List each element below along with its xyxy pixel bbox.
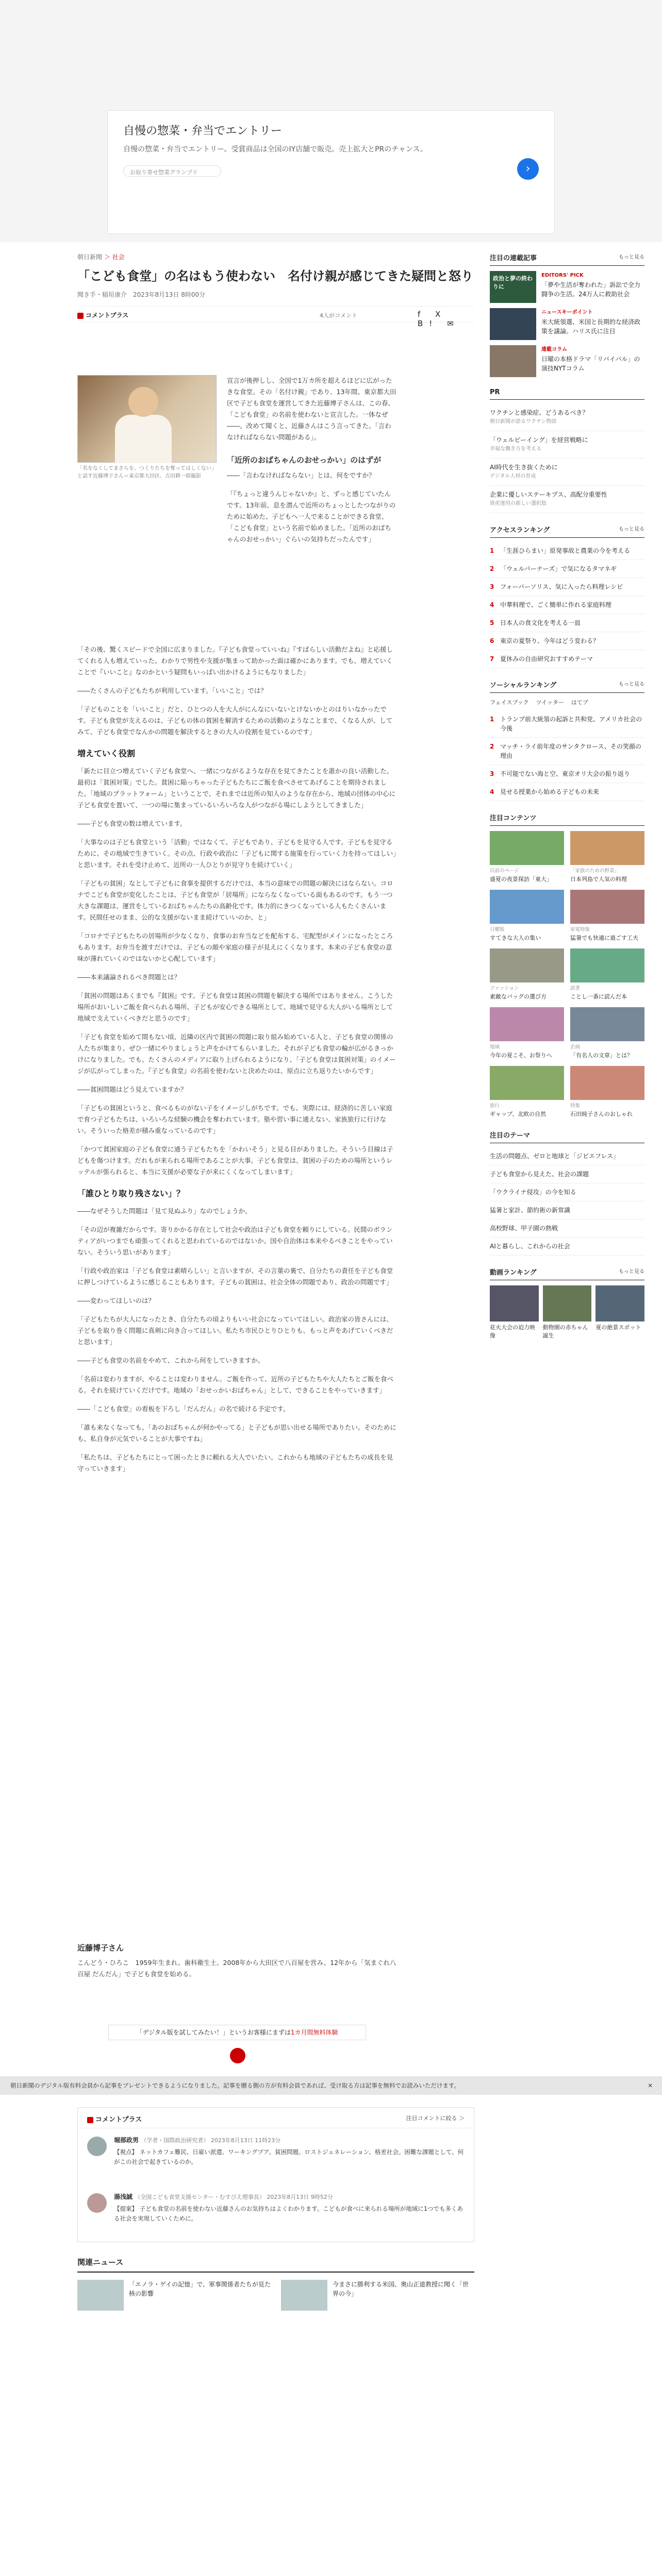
- photo-person-face: [128, 387, 158, 417]
- content-card[interactable]: 以前のページ 盛夏の夜景探訪「東大」: [490, 831, 564, 884]
- commenter-name[interactable]: 湯浅誠: [114, 2193, 133, 2200]
- article-photo: [77, 375, 217, 463]
- lead-text: 宣言が後押しし、全国で1万カ所を超えるほどに広がったきな食堂。その「名付け親」であり、13年間、東京都大田区で子ども食堂を運営してきた近藤博子さんは、この春、「こども食堂」の名前を使わないと宣言した。一体なぜ――。改めて聞くと、近藤さんはこう言ってきた。「言わなければならない問題がある」。: [227, 377, 396, 441]
- paragraph: 「子どもの貧困というと、食べるものがない子をイメージしがちです。でも、実際には、経済的に苦しい家庭で育つ子どもたちは、いろいろな経験の機会を奪われています。塾や習い事に通えない、家族旅行に行けない。そういった格差が積み重なっているのです」: [77, 1104, 393, 1134]
- subhead: 「誰ひとり取り残さない」？: [77, 1189, 185, 1198]
- content-card[interactable]: 企画 「有名人の文章」とは？: [570, 1007, 644, 1060]
- featured-badge: EDITORS' PICK: [541, 273, 584, 278]
- theme-item[interactable]: 高校野球、甲子園の熱戦: [490, 1219, 644, 1238]
- article-lead: [227, 375, 397, 545]
- question: ――子ども食堂の数は増えています。: [77, 820, 187, 827]
- ranking-item[interactable]: 4 見せる授業から始める子どもの未来: [490, 783, 644, 801]
- related-thumb[interactable]: [77, 2280, 124, 2311]
- related-thumb[interactable]: [281, 2280, 327, 2311]
- theme-item[interactable]: 生活の問題点、ゼロと地球と「ジビエフレス」: [490, 1147, 644, 1165]
- breadcrumb: [77, 252, 474, 261]
- theme-item[interactable]: 「ウクライナ侵攻」の今を知る: [490, 1183, 644, 1201]
- theme-block: [490, 1130, 644, 1256]
- paragraph: 「大事なのは子ども食堂という「活動」ではなくて、子どもであり、子どもを見守る人です。子どもを見守るために、その地域で生きていく。その点、行政や政治に「子どもに関する施策を行っていく力を持ってほしい」と思います。それを受け止めて、近所の一人ひとりが見守りを続けていく」: [77, 838, 396, 869]
- video-item[interactable]: 夏の絶景スポット: [595, 1285, 644, 1340]
- video-item[interactable]: 花火大会の迫力映像: [490, 1285, 539, 1340]
- paragraph: 「コロナで子どもたちの居場所が少なくなり、食事のお弁当などを配布する、宅配型がメインになったところもあります。お弁当を渡すだけでは、子どもの顔や家庭の様子が見えにくくなります。本来の子ども食堂の意味が薄れていくのではないかと心配しています」: [77, 932, 393, 962]
- comment-plus-header: コメントプラス 注目コメントに絞る ＞: [78, 2108, 474, 2128]
- arrow-right-icon[interactable]: ›: [517, 158, 539, 180]
- paragraph: 「行政や政治家は「子ども食堂は素晴らしい」と言いますが、その言葉の裏で、自分たちの責任を子ども食堂に押しつけているように感じることもあります。子どもの貧困は、社会全体の問題であり、政治の問題です」: [77, 1267, 393, 1286]
- ranking-item[interactable]: 6 東京の夏祭り、今年はどう変わる？: [490, 632, 644, 650]
- paragraph: 「その辺が複雑だからです。寄りかかる存在として社会や政治は子ども食堂を頼りにしている。民間のボランティアがいつまでも頑張ってくれると思われているのではないか。国や自治体は本来やるべきことをやっていない。そういう思いがあります」: [77, 1226, 393, 1256]
- content-card[interactable]: 旅行 ギャップ、北欧の自然: [490, 1066, 564, 1118]
- comment-filter-link[interactable]: 注目コメントに絞る ＞: [406, 2115, 465, 2122]
- pr-item[interactable]: 「ウェルビーイング」を経営戦略に 幸福な働き方を考える: [490, 431, 644, 459]
- paragraph: 「その後、驚くスピードで全国に広まりました。『子ども食堂っていいね』『すばらしい活動だよね』と応援してくれる人も増えていった。わかりで男性や支援が集まって助かった面は確かにあります。でも、増えていくことで『いいこと』なのかという疑問もいっぱい出かけるようにもなりました」: [77, 646, 393, 676]
- paragraph: 「新たに目立つ増えていく子ども食堂へ、一緒につながるような存在を見てきたことを誰かの良い活動した。最初は「貧困対策」でした。貧困に陥っちゃった子どもたちにご飯を食べさせてあげることを期待されました。「地域のプラットフォーム」ということで、それまでは近所の知人のような存在から、地域の団体の中心に子ども食堂を置いて、一つの場に集まっているいろいろな人がつながる場にしようとしてきました」: [77, 767, 396, 809]
- content-block: [490, 812, 644, 1118]
- mascot-icon: [230, 2048, 245, 2063]
- comment-plus-link[interactable]: コメントプラス: [77, 311, 128, 319]
- pr-block: [490, 388, 644, 513]
- featured-thumb[interactable]: [490, 308, 536, 340]
- pr-item[interactable]: ワクチンと感染症、どうあるべき？ 朝日新聞が語るワクチン物語: [490, 404, 644, 431]
- paragraph: 「子どものことを「いいこと」だと、ひとつの人を大人がにんなにいないとけないかとのはりいなかったです。子ども食堂が支えるのは、子どもの体の貧困を解消するための活動のようなことまで、くなる人が、してみて、子ども食堂でなんかの問題を解決するときの大人の役割を見ているのです」: [77, 705, 393, 736]
- ranking-item[interactable]: 2 マッチ・ライ前年度のサンタクロース、その笑顔の理由: [490, 738, 644, 765]
- commenter-name[interactable]: 堀部政男: [114, 2137, 139, 2144]
- commenter-role: （全国こども食堂支援センター・むすびえ理事長） 2023年8月13日 9時52分: [135, 2194, 333, 2200]
- article-toolbar: [77, 306, 474, 328]
- related-heading: 関連ニュース: [77, 2257, 474, 2273]
- notice-text: 朝日新聞のデジタル版有料会員から記事をプレゼントできるようになりました。記事を贈る側の方が有料会員であれば、受け取る方は記事を無料でお読みいただけます。: [10, 2082, 460, 2089]
- comment-text: 【提案】 子ども食堂の名前を使わない近藤さんのお気持ちはよくわかります。こどもが食べに来られる場所が地域に1つでも多くある社会を実現していくために。: [114, 2205, 464, 2222]
- commenter-role: （学者・国際政治研究者） 2023年8月13日 11時23分: [141, 2137, 281, 2144]
- pr-heading: PR: [490, 388, 644, 400]
- question: ――変わってほしいのは？: [77, 1297, 155, 1304]
- byline: 聞き手・稲垣康介 2023年8月13日 8時00分: [77, 291, 206, 298]
- related-item[interactable]: 今まさに勝利する米国、奥山正道教授に聞く「世界の今」: [281, 2280, 474, 2311]
- comment-icon: [77, 313, 84, 319]
- content-card[interactable]: ファッション 素敵なバッグの選び方: [490, 948, 564, 1001]
- featured-item[interactable]: ニュースキーポイント 米大統領選、米国と長期的な経済政策を議論。ハリス氏に注目: [490, 308, 644, 340]
- paragraph: 「子どもたちが大人になったとき、自分たちの頃よりもいい社会になっていてほしい。政治家の皆さんには、子どもを取り巻く問題に真剣に向き合ってほしい。私たち市民ひとりひとりも、もっと声をあげていくべきだと思います」: [77, 1315, 393, 1346]
- featured-title[interactable]: 「夢や生活が奪われた」訴訟で全力闘争の生活。24万人に救助社会: [541, 281, 641, 298]
- comment-item: [78, 2185, 474, 2242]
- ranking-item[interactable]: 3 フォーバーソリス、気に入ったら料理レシピ: [490, 578, 644, 596]
- comment-item: [78, 2128, 474, 2185]
- content-card[interactable]: 日曜版 すてきな大人の集い: [490, 890, 564, 942]
- tab-twitter[interactable]: ツイッター: [536, 699, 564, 706]
- theme-heading: 注目のテーマ: [490, 1130, 644, 1143]
- comment-count[interactable]: 4人がコメント: [320, 312, 357, 319]
- breadcrumb-home[interactable]: 朝日新聞: [77, 253, 103, 261]
- subhead: 増えていく役割: [77, 749, 136, 758]
- paragraph: 「貧困の問題はあくまでも『貧困』です。子ども食堂は貧困の問題を解決する場所ではありません。こうした場所がおいしいご飯を食べられる場所、子どもが安心できる場所として、地域で見守る大人がいる場所として地域で支えていくべきだと思うのです」: [77, 992, 393, 1022]
- avatar[interactable]: [87, 2137, 107, 2156]
- sidebar-heading: 注目の連載記事 もっと見る: [490, 252, 644, 266]
- question: ――なぜそうした問題は「見て見ぬふり」なのでしょうか。: [77, 1207, 252, 1215]
- question: ――貧困問題はどう見えていますか？: [77, 1086, 187, 1093]
- related-news: [77, 2257, 474, 2311]
- paragraph: 「誰も来なくなっても、「あのおばちゃんが何かやってる」と子どもが思い出せる場所でありたい。そのためにも、私自身が元気でいることが大事ですね」: [77, 1423, 396, 1443]
- paragraph: 「かつて貧困家庭の子ども食堂に通う子どもたちを「かわいそう」と見る目がありました。そういう目線は子どもを傷つけます。だれもが来られる場所であることが大事。子ども食堂は、貧困の子のための場所というレッテルが張られると、本当に支援が必要な子が来にくくなってしまいます」: [77, 1145, 393, 1176]
- ranking-item[interactable]: 1 トランプ前大統領の起訴と共和党、アメリカ社会の今後: [490, 710, 644, 738]
- profile-text: こんどう・ひろこ 1959年生まれ。歯科衛生士。2008年から大田区で八百屋を営み、12年から「気まぐれ八百屋 だんだん」で子ども食堂を始める。: [77, 1959, 396, 1978]
- profile-box: [77, 1942, 397, 1980]
- trial-promo[interactable]: 「デジタル版を試してみたい！」というお客様にまずは1カ月間無料体験: [108, 2025, 366, 2040]
- featured-item[interactable]: 連載コラム 日曜の本格ドラマ「リバイバル」の演技NYTコラム: [490, 345, 644, 377]
- notice-bar: [0, 2076, 662, 2095]
- ad-url[interactable]: お取り寄せ惣菜グランプリ: [123, 165, 221, 177]
- ad-title[interactable]: 自慢の惣菜・弁当でエントリー: [123, 125, 283, 138]
- more-link[interactable]: もっと見る: [619, 255, 644, 260]
- related-item[interactable]: 「エノラ・ゲイの記憶」で、軍事関係者たちが見た核の影響: [77, 2280, 271, 2311]
- access-heading: アクセスランキング もっと見る: [490, 524, 644, 538]
- content-card[interactable]: 「家族のための野菜」 日本列島で人気の料理: [570, 831, 644, 884]
- comment-icon: [87, 2117, 93, 2123]
- breadcrumb-section[interactable]: ＞ 社会: [104, 253, 125, 261]
- profile-heading: 近藤博子さん: [77, 1943, 124, 1953]
- paragraph: 「子どもの貧困」なとして子どもに食事を提供するだけでは、本当の意味での問題の解決にはならない。コロナでこども食堂が変化したことは、子ども食堂が「居場所」にならなくなっている面もあるのです。もう一つ大きな課題は、運営をしているおばちゃんたちの高齢化です。体力的にきつくなっている人もたくさんいます。民間任せのまま、公的な支援がないまま続けていいのか、と」: [77, 879, 393, 921]
- access-ranking: [490, 524, 644, 668]
- article-body: [77, 644, 397, 1482]
- question: ――たくさんの子どもたちが利用しています。「いいこと」では？: [77, 687, 267, 694]
- photo-person-body: [115, 415, 172, 463]
- article-main: [77, 252, 474, 328]
- ranking-item[interactable]: 4 中華料理で、ごく簡単に作れる家庭料理: [490, 596, 644, 614]
- content-card[interactable]: 地域 今年の夏こそ、お祭りへ: [490, 1007, 564, 1060]
- featured-item[interactable]: [490, 271, 644, 303]
- content-card[interactable]: 読書 ことし一番に読んだ本: [570, 948, 644, 1001]
- article-title: 「こども食堂」の名はもう使わない 名付け親が感じてきた疑問と怒り: [77, 268, 473, 283]
- video-item[interactable]: 動物園の赤ちゃん誕生: [543, 1285, 592, 1340]
- question: ――「言わなければならない」とは、何をですか？: [227, 471, 375, 479]
- content-card[interactable]: 家電特集 猛暑でも快適に過ごす工夫: [570, 890, 644, 942]
- share-icons[interactable]: f X B! ✉: [418, 310, 460, 328]
- top-ad-band: [0, 0, 662, 242]
- pr-item[interactable]: AI時代を生き抜くために デジタル人材の育成: [490, 459, 644, 486]
- ad-banner[interactable]: [107, 110, 555, 234]
- paragraph: 「子ども食堂を始めて間もない頃、近隣の区内で貧困の問題に取り組み始めている人と、子ども食堂の関係の人たちが集まり、ぜひ一緒にやりましょうと声をかけてもらいました。それが子ども食堂の輪が広がるきっかけになりました。でも、たくさんのメディアに取り上げられるようになり、「子ども食堂は貧困対策」のイメージが広がってしまった。『子ども食堂』の名前を使わないと決めたのは、原点に立ち返りたいからです」: [77, 1033, 396, 1075]
- video-heading: 動画ランキング もっと見る: [490, 1267, 644, 1280]
- avatar[interactable]: [87, 2193, 107, 2213]
- ranking-item[interactable]: 1 「生涯ひらまい」原発事故と農業の今を考える: [490, 542, 644, 560]
- subhead: 「近所のおばちゃんのおせっかい」のはずが: [227, 455, 382, 465]
- tab-facebook[interactable]: フェイスブック: [490, 699, 529, 706]
- question: ――本来議論されるべき問題とは？: [77, 973, 181, 981]
- video-ranking: [490, 1267, 644, 1340]
- paragraph: 「名前は変わりますが、やることは変わりません。ご飯を作って、近所の子どもたちや大人たちとご飯を食べる。それを続けていくだけです。地域の「おせっかいおばちゃん」として、できることをやっていきます」: [77, 1375, 394, 1394]
- ranking-item[interactable]: 7 夏休みの自由研究おすすめテーマ: [490, 650, 644, 668]
- content-card[interactable]: 特集 石田純子さんのおしゃれ: [570, 1066, 644, 1118]
- social-ranking: [490, 680, 644, 801]
- paragraph: 「『ちょっと違うんじゃないか』と、ずっと感じていたんです。13年前、息を潜んで近所のちょっとしたつながりのために始めた、子どもへ一人で来ることができる食堂、「こども食堂」という名前で始めました。「近所のおばちゃんのおせっかい」ぐらいの気持ちだったんです」: [227, 490, 396, 543]
- comment-text: 【視点】 ネットカフェ難民、日雇い派遣、ワーキングプア、貧困問題。ロストジェネレーション、格差社会。困難な課題として、何がこの社会で起きているのか。: [114, 2148, 464, 2165]
- comment-plus-box: [77, 2107, 474, 2242]
- pr-item[interactable]: 企業に優しいステーキプス、高配分重要性 資産運用の新しい選択肢: [490, 486, 644, 513]
- ranking-item[interactable]: 3 不可能でない海と空、東京オリ大会の振り返り: [490, 765, 644, 783]
- ranking-item[interactable]: 2 「ウェルパーナーズ」で気になるタマネギ: [490, 560, 644, 578]
- photo-caption: 「名をなくしてまさらを、つくりたちを奪ってはしくない」と話す近藤博子さん＝東京都大田区、吉田耕一郎撮影: [77, 466, 217, 479]
- featured-thumb[interactable]: 政治と夢の終わりに: [490, 271, 536, 303]
- social-heading: ソーシャルランキング もっと見る: [490, 680, 644, 693]
- theme-item[interactable]: AIと暮らし、これからの社会: [490, 1238, 644, 1256]
- ad-description: 自慢の惣菜・弁当でエントリー。受賞商品は全国のIY店舗で販売。売上拡大とPRのチャンス。: [123, 145, 427, 154]
- paragraph: 「私たちは、子どもたちにとって困ったときに頼れる大人でいたい。これからも地域の子どもたちの成長を見守っていきます」: [77, 1453, 393, 1472]
- question: ――「こども食堂」の看板を下ろし「だんだん」の名で続ける予定です。: [77, 1405, 290, 1413]
- featured-thumb[interactable]: [490, 345, 536, 377]
- theme-item[interactable]: 猛暑と家計、節約術の新常識: [490, 1201, 644, 1219]
- close-icon[interactable]: ✕: [648, 2082, 653, 2089]
- sidebar: [490, 252, 644, 1340]
- content-heading: 注目コンテンツ: [490, 812, 644, 826]
- theme-item[interactable]: 子ども食堂から見えた、社会の課題: [490, 1165, 644, 1183]
- question: ――子ども食堂の名前をやめて、これから何をしていきますか。: [77, 1357, 264, 1364]
- ranking-item[interactable]: 5 日本人の食文化を考える一皿: [490, 614, 644, 632]
- tab-hatebu[interactable]: はてブ: [571, 699, 588, 706]
